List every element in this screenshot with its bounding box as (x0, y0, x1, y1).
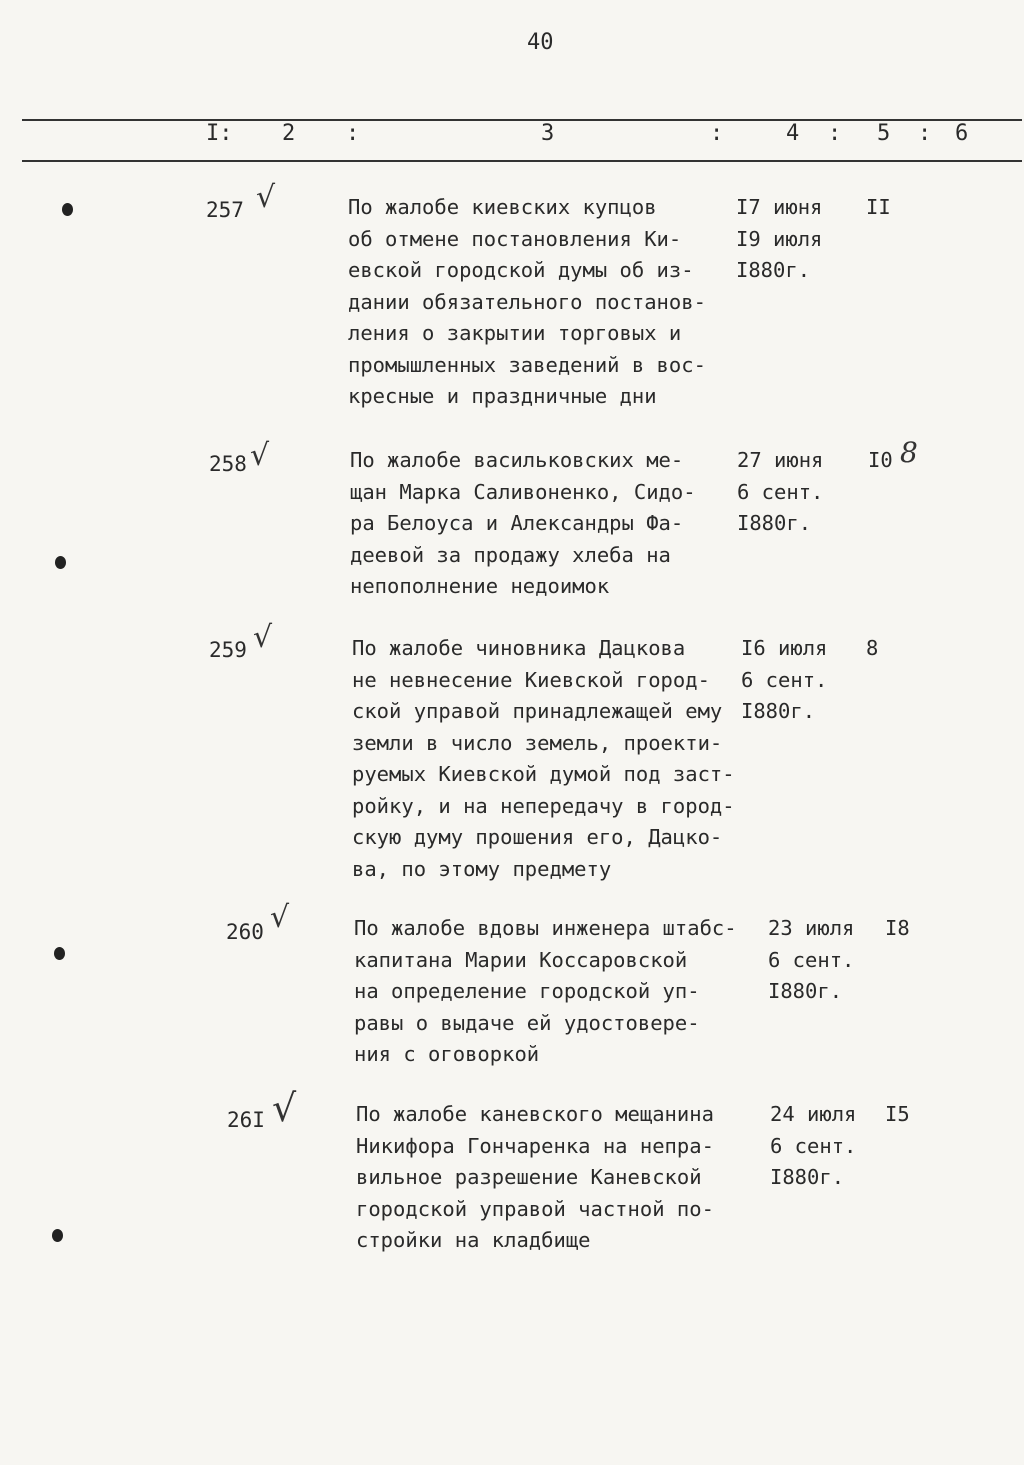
column-separator: : (918, 121, 932, 146)
date-line: 6 сент. (768, 947, 855, 972)
description-line: деевой за продажу хлеба на (350, 542, 671, 567)
description-line: на определение городской уп- (354, 979, 700, 1003)
description-line: евской городской думы об из- (348, 258, 694, 282)
record-sheets: 8 (866, 636, 879, 660)
description-line: По жалобе каневского мещанина (356, 1102, 714, 1126)
date-line: 6 сент. (770, 1133, 857, 1158)
record-sheets: I8 (885, 916, 910, 940)
description-line: дании обязательного постанов- (348, 289, 706, 314)
date-line: I6 июля (741, 636, 828, 660)
check-mark: √ (253, 620, 273, 655)
column-separator: : (710, 121, 724, 146)
column-separator: : (828, 121, 842, 146)
column-header-6: 6 (955, 121, 969, 146)
column-header-1: I: (206, 121, 233, 146)
date-line: 6 сент. (737, 479, 824, 504)
punch-hole (52, 1229, 63, 1242)
record-description (348, 192, 706, 413)
date-line: 23 июля (768, 916, 855, 940)
check-mark: √ (270, 900, 290, 935)
description-line: капитана Марии Коссаровской (354, 947, 688, 972)
punch-hole (55, 556, 66, 569)
punch-hole (54, 947, 65, 960)
description-line: кресные и праздничные дни (348, 384, 657, 408)
record-sheets: I5 (885, 1102, 910, 1126)
description-line: промышленных заведений в вос- (348, 352, 706, 377)
description-line: городской управой частной по- (356, 1196, 714, 1221)
date-line: 6 сент. (741, 667, 828, 692)
record-number: 26I (227, 1108, 265, 1132)
check-mark: √ (272, 1086, 297, 1130)
date-line: I880г. (736, 258, 811, 282)
description-line: руемых Киевской думой под заст- (352, 762, 735, 786)
date-line: 24 июля (770, 1102, 857, 1126)
record-dates (770, 1099, 856, 1194)
description-line: равы о выдаче ей удостовере- (354, 1010, 700, 1035)
record-dates (737, 445, 823, 540)
description-line: По жалобе чиновника Дацкова (352, 636, 686, 660)
description-line: По жалобе васильковских ме- (350, 448, 684, 472)
description-line: ра Белоуса и Александры Фа- (350, 511, 684, 535)
column-header-3: 3 (541, 121, 555, 146)
description-line: ния с оговоркой (354, 1042, 540, 1066)
date-line: 27 июня (737, 448, 824, 472)
description-line: скую думу прошения его, Дацко- (352, 825, 723, 849)
record-sheets: II (866, 195, 891, 219)
description-line: не невнесение Киевской город- (352, 667, 710, 692)
description-line: ской управой принадлежащей ему (352, 699, 723, 723)
description-line: По жалобе киевских купцов (348, 195, 657, 219)
record-sheets: I0 (868, 448, 893, 472)
column-header-5: 5 (877, 121, 891, 146)
description-line: ройку, и на непередачу в город- (352, 793, 735, 818)
record-dates (736, 192, 822, 287)
description-line: непополнение недоимок (350, 574, 610, 598)
column-separator: : (346, 121, 360, 146)
record-description (354, 913, 737, 1071)
record-number: 259 (209, 638, 247, 662)
record-number: 257 (206, 198, 244, 222)
date-line: I880г. (737, 511, 812, 535)
page-number: 40 (527, 30, 554, 55)
check-mark: √ (256, 180, 276, 215)
date-line: I880г. (768, 979, 843, 1003)
record-description (352, 633, 735, 885)
description-line: щан Марка Саливоненко, Сидо- (350, 479, 696, 504)
description-line: стройки на кладбище (356, 1228, 591, 1252)
description-line: По жалобе вдовы инженера штабс- (354, 916, 737, 940)
date-line: I880г. (770, 1165, 845, 1189)
record-description (350, 445, 696, 603)
punch-hole (62, 203, 73, 216)
record-number: 260 (226, 920, 264, 944)
description-line: земли в число земель, проекти- (352, 730, 723, 755)
column-header-4: 4 (786, 121, 800, 146)
record-dates (768, 913, 854, 1008)
header-bottom-rule (22, 160, 1022, 162)
description-line: ва, по этому предмету (352, 856, 612, 881)
description-line: ления о закрытии торговых и (348, 321, 682, 345)
date-line: I880г. (741, 699, 816, 723)
date-line: I7 июня (736, 195, 823, 219)
description-line: об отмене постановления Ки- (348, 226, 682, 251)
record-number: 258 (209, 452, 247, 476)
record-description (356, 1099, 714, 1257)
header-top-rule (22, 119, 1022, 121)
record-dates (741, 633, 827, 728)
description-line: Никифора Гончаренка на непра- (356, 1133, 714, 1158)
check-mark: √ (250, 438, 270, 473)
date-line: I9 июля (736, 226, 823, 251)
column-header-2: 2 (282, 121, 296, 146)
handwritten-sheet-correction: 8 (900, 436, 918, 469)
description-line: вильное разрешение Каневской (356, 1165, 702, 1189)
